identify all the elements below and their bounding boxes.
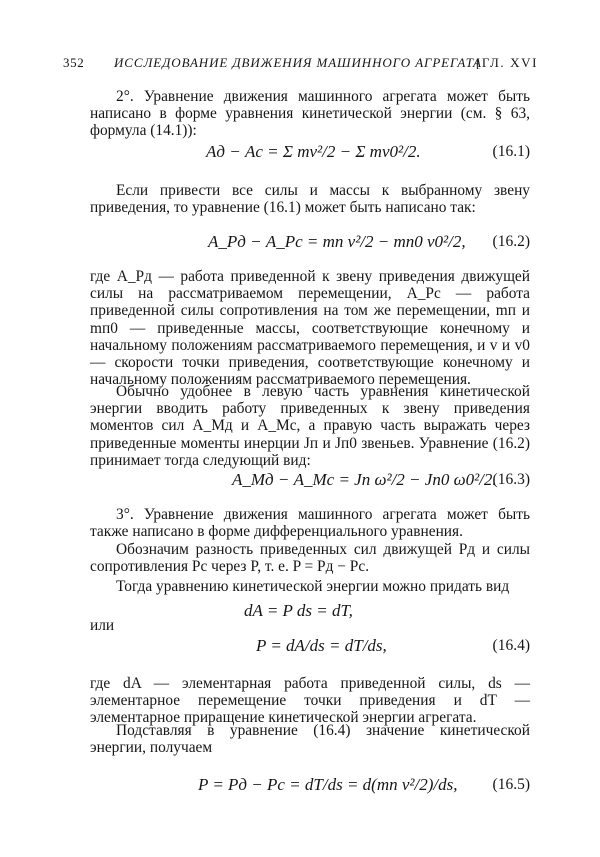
equation-16-2-formula: A_Pд − A_Pс = mп v²/2 − mп0 v0²/2,	[208, 232, 466, 251]
equation-16-1-tag: (16.1)	[492, 143, 530, 160]
page-number: 352	[63, 55, 85, 70]
equation-16-5	[90, 765, 530, 805]
paragraph-8: или	[90, 617, 115, 634]
equation-16-2-tag: (16.2)	[492, 233, 530, 250]
paragraph-4: Обычно удобнее в левую часть уравнения кинетической энергии вводить работу приведенных к звену приведения моментов сил A_Mд и A_Mс, а правую часть выражать через приведенные моменты инерции Jп и Jп0 звеньев. Уравнение (16.2) принимает тогда следующий вид:	[90, 383, 530, 469]
paragraph-7: Тогда уравнению кинетической энергии можно придать вид	[116, 578, 510, 595]
equation-16-2	[90, 222, 530, 262]
equation-16-3	[90, 460, 530, 500]
paragraph-3: где A_Pд — работа приведенной к звену приведения движущей силы на рассматриваемом перемещении, A_Pс — работа приведенной силы сопротивления на том же перемещении, mп и mп0 — приведенные массы, соответствующие конечному и начальному положениям рассматриваемого перемещения, и v и v0 — скорости точки приведения, соответствующие конечному и начальному положениям рассматриваемого перемещения.	[90, 268, 530, 389]
equation-16-4-tag: (16.4)	[492, 637, 530, 654]
equation-16-4	[90, 626, 530, 666]
paragraph-1: 2°. Уравнение движения машинного агрегата может быть написано в форме уравнения кинетической энергии (см. § 63, формула (14.1)):	[90, 88, 530, 140]
running-title: ИССЛЕДОВАНИЕ ДВИЖЕНИЯ МАШИННОГО АГРЕГАТА	[114, 55, 482, 70]
equation-16-3-tag: (16.3)	[492, 471, 530, 488]
equation-16-1	[90, 132, 530, 172]
paragraph-2: Если привести все силы и массы к выбранному звену приведения, то уравнение (16.1) может быть написано так:	[90, 182, 530, 217]
chapter-label: [ГЛ. XVI	[475, 55, 538, 70]
paragraph-10: Подставляя в уравнение (16.4) значение кинетической энергии, получаем	[90, 722, 530, 757]
paragraph-5: 3°. Уравнение движения машинного агрегата может быть также написано в форме дифференциального уравнения.	[90, 506, 530, 541]
paragraph-9: где dA — элементарная работа приведенной силы, ds — элементарное перемещение точки приведения и dT — элементарное приращение кинетической энергии агрегата.	[90, 675, 530, 727]
equation-16-5-tag: (16.5)	[492, 776, 530, 793]
equation-da-formula: dA = P ds = dT,	[244, 601, 353, 620]
equation-16-1-formula: Aд − Aс = Σ mv²/2 − Σ mv0²/2.	[206, 142, 421, 161]
equation-16-3-formula: A_Mд − A_Mс = Jп ω²/2 − Jп0 ω0²/2.	[232, 470, 497, 489]
equation-16-5-formula: P = Pд − Pс = dT/ds = d(mп v²/2)/ds,	[198, 775, 458, 794]
equation-16-4-formula: P = dA/ds = dT/ds,	[256, 636, 387, 655]
paragraph-6: Обозначим разность приведенных сил движущей Pд и силы сопротивления Pс через P, т. е. P = Pд − Pс.	[90, 541, 530, 576]
